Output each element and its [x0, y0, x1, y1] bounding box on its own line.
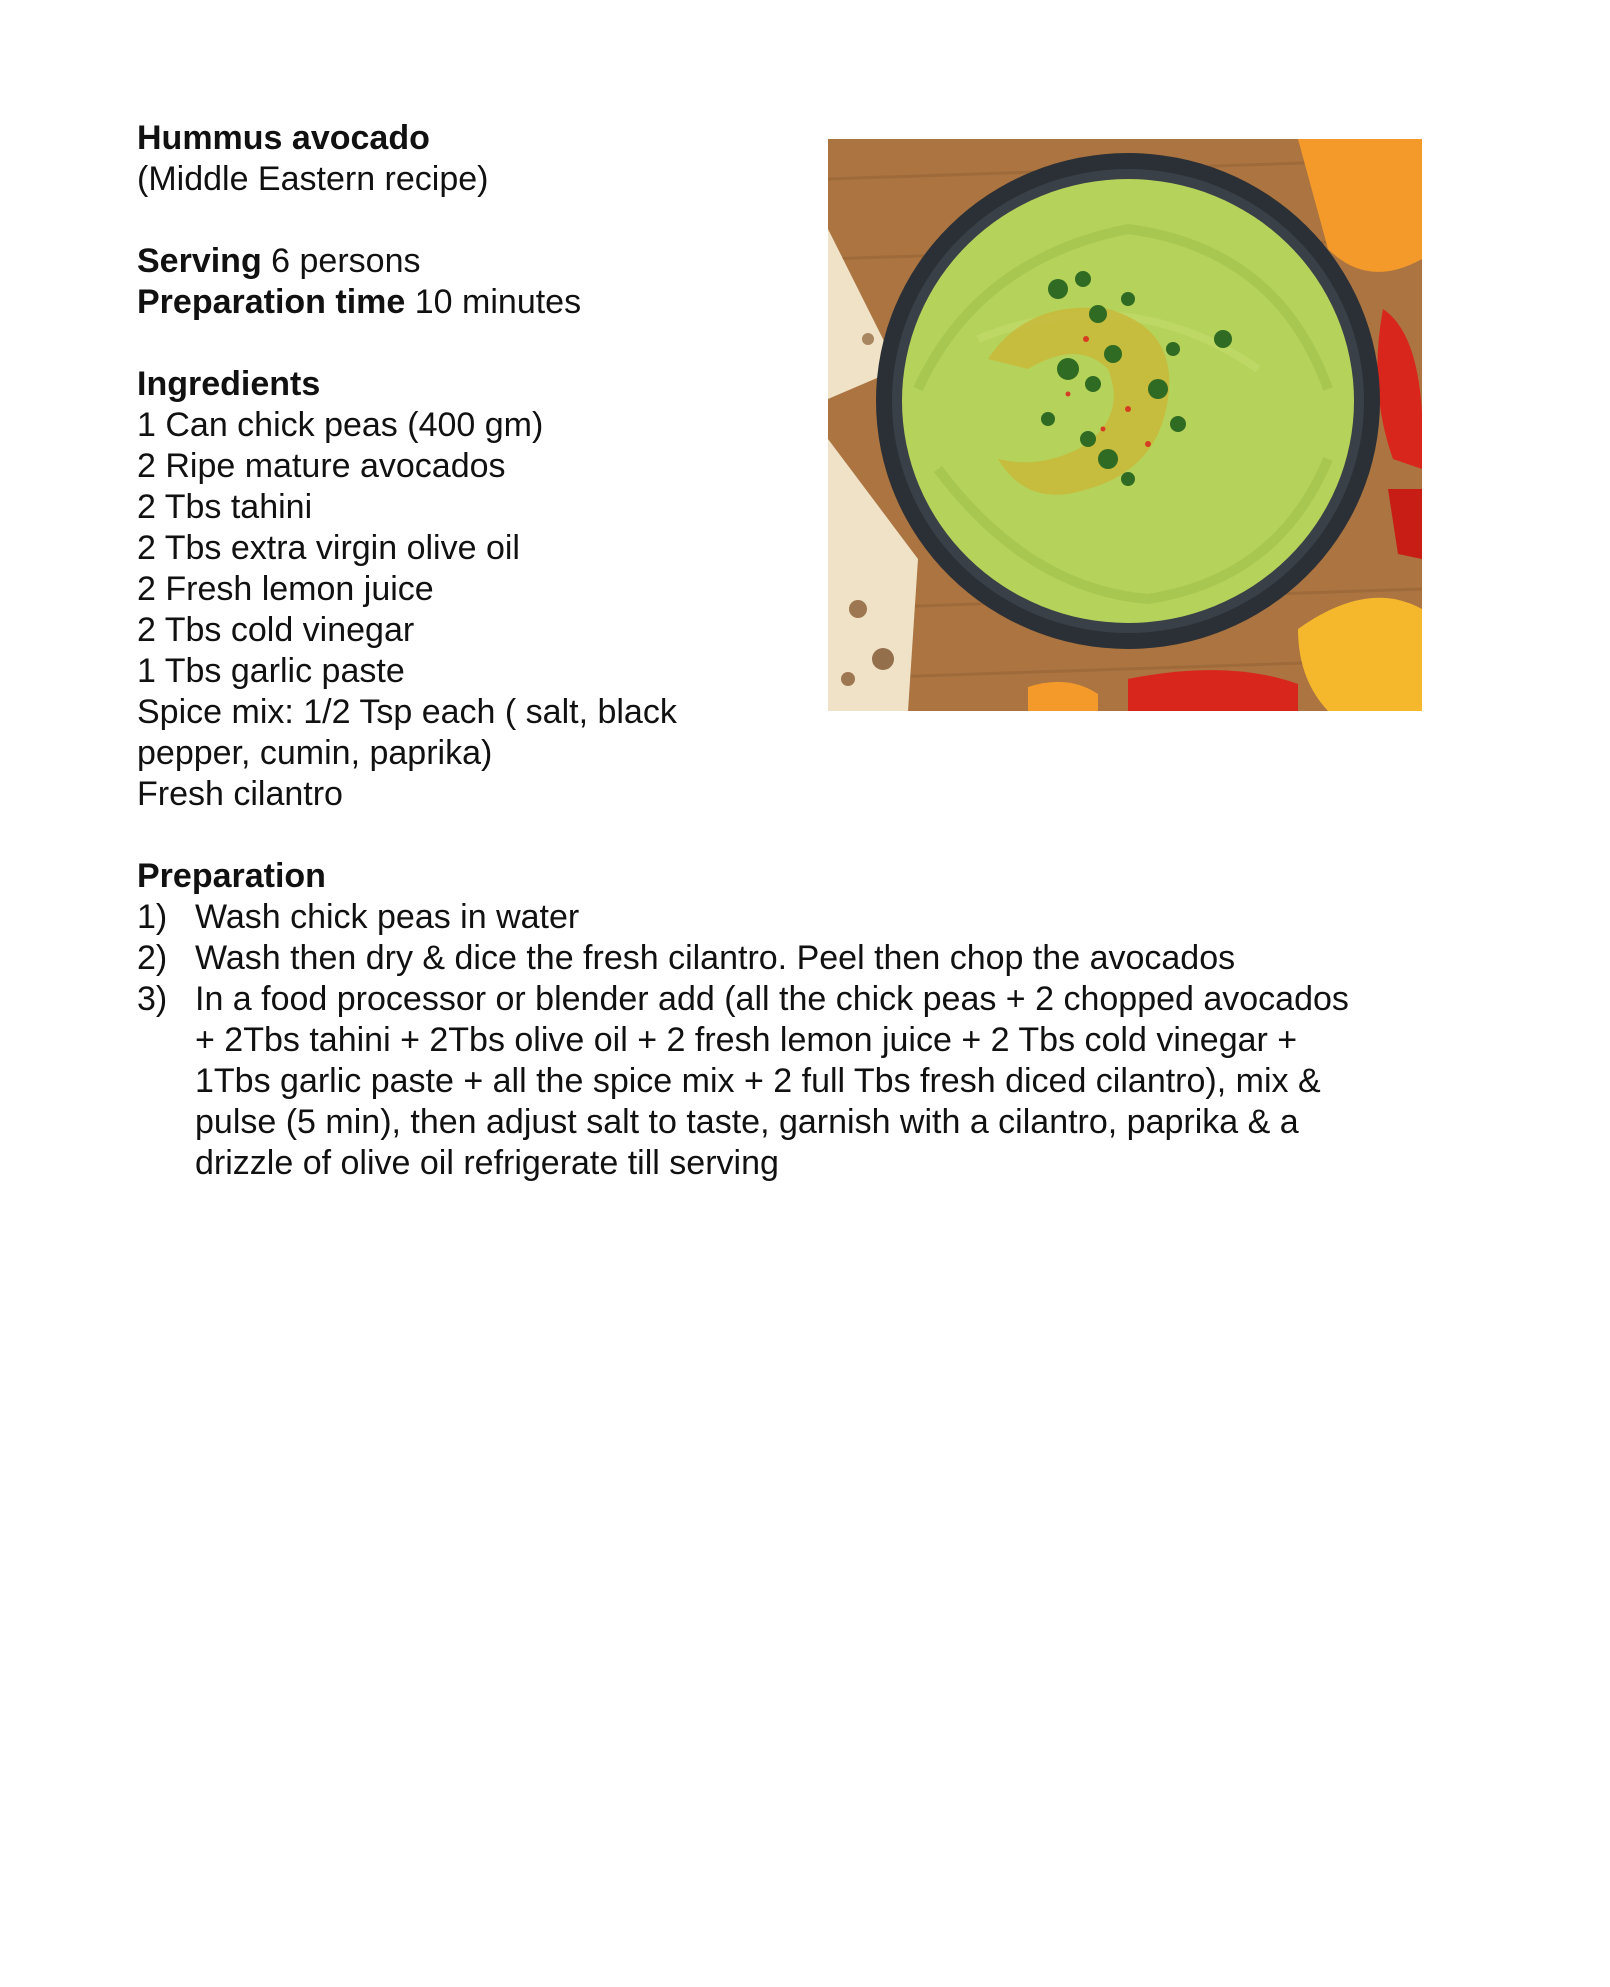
ingredient-item: 2 Fresh lemon juice	[137, 570, 434, 608]
serving-value: 6 persons	[271, 242, 421, 280]
step-text: Wash then dry & dice the fresh cilantro. Peel then chop the avocados	[195, 939, 1236, 977]
preparation-steps	[137, 897, 1437, 1184]
step-number: 1)	[137, 898, 168, 936]
hummus-bowl-photo	[828, 139, 1422, 711]
ingredient-item: pepper, cumin, paprika)	[137, 734, 493, 772]
ingredient-item: 2 Ripe mature avocados	[137, 447, 506, 485]
step-number: 3)	[137, 980, 168, 1018]
ingredient-item: 2 Tbs cold vinegar	[137, 611, 415, 649]
ingredient-item: 1 Tbs garlic paste	[137, 652, 405, 690]
preparation-heading: Preparation	[137, 857, 326, 895]
ingredient-item: Fresh cilantro	[137, 775, 343, 813]
step-text: In a food processor or blender add (all the chick peas + 2 chopped avocados + 2Tbs tahini + 2Tbs olive oil + 2 fresh lemon juice + 2 Tbs cold vinegar + 1Tbs garlic paste + all the spice mix + 2 full Tbs fresh diced cilantro), mix & pulse (5 min), then adjust salt to taste, garnish with a cilantro, paprika & a drizzle of olive oil refrigerate till serving	[195, 980, 1349, 1182]
ingredient-item: 1 Can chick peas (400 gm)	[137, 406, 544, 444]
serving-label: Serving	[137, 242, 262, 280]
recipe-title: Hummus avocado	[137, 119, 430, 157]
ingredient-item: 2 Tbs tahini	[137, 488, 313, 526]
prep-time-label: Preparation time	[137, 283, 406, 321]
step-number: 2)	[137, 939, 168, 977]
step-text: Wash chick peas in water	[195, 898, 580, 936]
ingredient-item: Spice mix: 1/2 Tsp each ( salt, black	[137, 693, 677, 731]
ingredients-heading: Ingredients	[137, 365, 321, 403]
spacer	[137, 815, 1437, 856]
step-item	[137, 979, 1437, 1184]
hummus-photo-illustration	[828, 139, 1422, 711]
step-item	[137, 938, 1437, 979]
prep-time-value: 10 minutes	[414, 283, 582, 321]
recipe-subtitle: (Middle Eastern recipe)	[137, 160, 489, 198]
step-item	[137, 897, 1437, 938]
ingredient-item: 2 Tbs extra virgin olive oil	[137, 529, 520, 567]
